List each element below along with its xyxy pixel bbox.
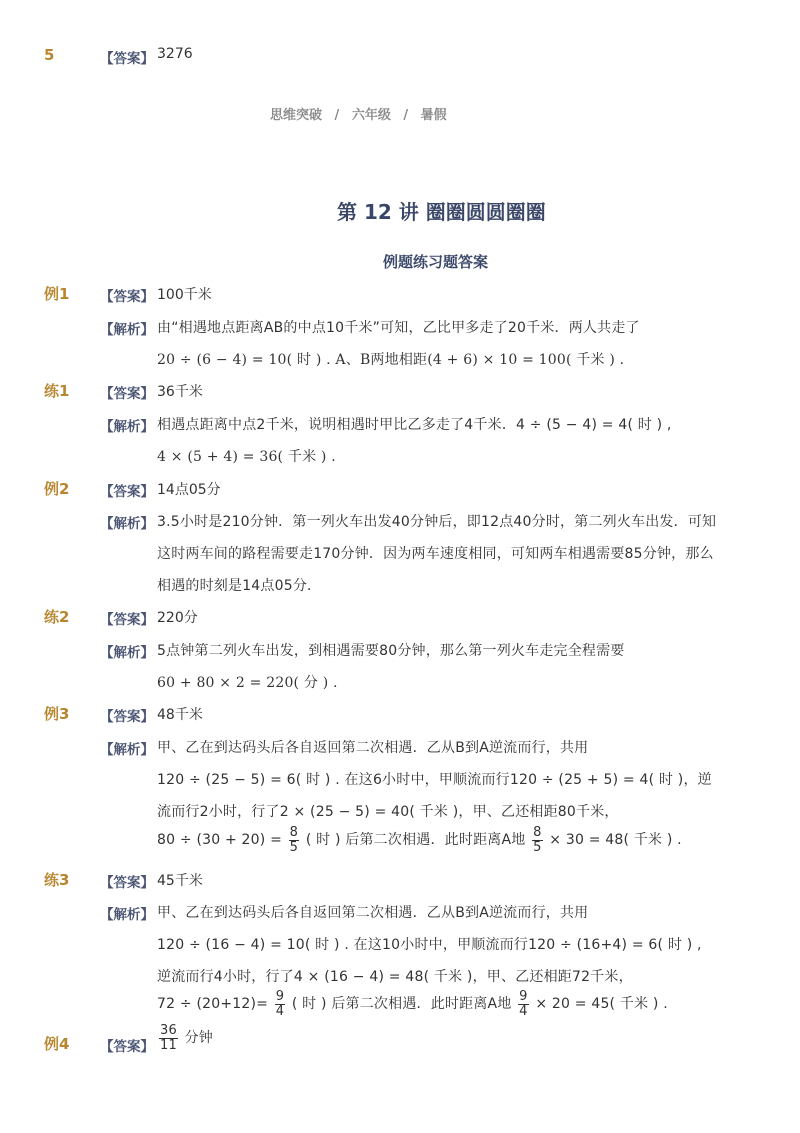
fraction [532,826,542,854]
answer-tag: 【答案】 [100,875,154,891]
fraction-numerator: 36 [160,1023,177,1038]
item-number: 例3 [44,705,70,723]
analysis-line: 120 ÷ (25 − 5) = 6( 时 ) . 在这6小时中，甲顺流而行120 ÷ (25 + 5) = 4( 时 )，逆 [157,772,712,788]
analysis-tag: 【解析】 [100,907,154,923]
fraction-numerator: 8 [533,825,542,840]
breadcrumb [270,104,447,123]
analysis-tag: 【解析】 [100,742,154,758]
section-subtitle: 例题练习题答案 [383,253,489,271]
breadcrumb-part: 暑假 [420,108,447,123]
analysis-line: 由“相遇地点距离AB的中点10千米”可知，乙比甲多走了20千米．两人共走了 [157,320,640,336]
item-number: 例1 [44,285,70,303]
analysis-line: 4 × (5 + 4) = 36( 千米 ) . [157,449,336,465]
math-text: 72 ÷ (20+12)= [157,996,269,1013]
fraction-numerator: 8 [289,825,299,840]
item-number: 练3 [44,871,70,889]
answer-value: 36千米 [157,384,203,400]
answer-value: 3276 [157,46,193,62]
analysis-tag: 【解析】 [100,419,154,435]
fraction-denominator: 5 [289,839,299,855]
breadcrumb-part: 六年级 [351,108,391,123]
fraction-denominator: 4 [275,1003,285,1019]
math-text: ( 时 ) 后第二次相遇．此时距离A地 [291,996,512,1013]
analysis-line-fraction [157,990,668,1018]
answer-value: 45千米 [157,873,203,889]
analysis-line: 60 + 80 × 2 = 220( 分 ) . [157,675,338,691]
fraction-denominator: 4 [519,1003,528,1019]
item-number: 例2 [44,480,70,498]
item-number: 例4 [44,1035,70,1053]
math-text: ( 时 ) 后第二次相遇．此时距离A地 [305,832,526,849]
analysis-tag: 【解析】 [100,322,154,338]
answer-unit: 分钟 [184,1030,214,1047]
analysis-line-fraction [157,826,682,854]
answer-value: 100千米 [157,287,212,303]
page-title: 第 12 讲 圈圈圆圆圈圈 [337,200,546,224]
fraction [159,1024,178,1052]
fraction-denominator: 5 [533,839,542,855]
answer-tag: 【答案】 [100,289,154,305]
answer-tag: 【答案】 [100,1039,154,1055]
fraction-numerator: 9 [275,989,285,1004]
fraction [518,990,528,1018]
analysis-line: 3.5小时是210分钟．第一列火车出发40分钟后，即12点40分时，第二列火车出发．可知 [157,514,717,530]
breadcrumb-separator: / [334,108,340,123]
breadcrumb-part: 思维突破 [270,108,323,123]
analysis-tag: 【解析】 [100,645,154,661]
math-text: 80 ÷ (30 + 20) = [157,832,283,849]
answer-value [157,1024,213,1052]
analysis-line: 甲、乙在到达码头后各自返回第二次相遇．乙从B到A逆流而行，共用 [157,905,589,921]
analysis-line: 逆流而行4小时，行了4 × (16 − 4) = 48( 千米 )，甲、乙还相距72千米， [157,969,633,985]
breadcrumb-separator: / [403,108,409,123]
analysis-line: 相遇的时刻是14点05分． [157,578,322,594]
answer-tag: 【答案】 [100,51,154,67]
item-number: 练2 [44,608,70,626]
analysis-line: 相遇点距离中点2千米，说明相遇时甲比乙多走了4千米．4 ÷ (5 − 4) = 4( 时 ) , [157,417,672,433]
fraction-numerator: 9 [519,989,528,1004]
math-text: × 20 = 45( 千米 ) . [535,996,668,1013]
item-number: 练1 [44,382,70,400]
analysis-line: 20 ÷ (6 − 4) = 10( 时 ) . A、B两地相距(4 + 6) × 10 = 100( 千米 ) . [157,352,625,368]
fraction [289,826,299,854]
answer-tag: 【答案】 [100,386,154,402]
analysis-line: 甲、乙在到达码头后各自返回第二次相遇．乙从B到A逆流而行，共用 [157,740,589,756]
fraction [275,990,285,1018]
analysis-line: 流而行2小时，行了2 × (25 − 5) = 40( 千米 )，甲、乙还相距80千米， [157,804,619,820]
item-number: 5 [44,46,55,64]
answer-value: 48千米 [157,707,203,723]
analysis-line: 120 ÷ (16 − 4) = 10( 时 ) . 在这10小时中，甲顺流而行120 ÷ (16+4) = 6( 时 ) , [157,937,702,953]
answer-tag: 【答案】 [100,612,154,628]
answer-value: 220分 [157,610,198,626]
analysis-line: 5点钟第二列火车出发，到相遇需要80分钟，那么第一列火车走完全程需要 [157,643,625,659]
answer-value: 14点05分 [157,482,221,498]
math-text: × 30 = 48( 千米 ) . [549,832,682,849]
answer-tag: 【答案】 [100,484,154,500]
fraction-denominator: 11 [160,1037,177,1053]
analysis-line: 这时两车间的路程需要走170分钟．因为两车速度相同，可知两车相遇需要85分钟，那么 [157,546,714,562]
analysis-tag: 【解析】 [100,516,154,532]
answer-tag: 【答案】 [100,709,154,725]
